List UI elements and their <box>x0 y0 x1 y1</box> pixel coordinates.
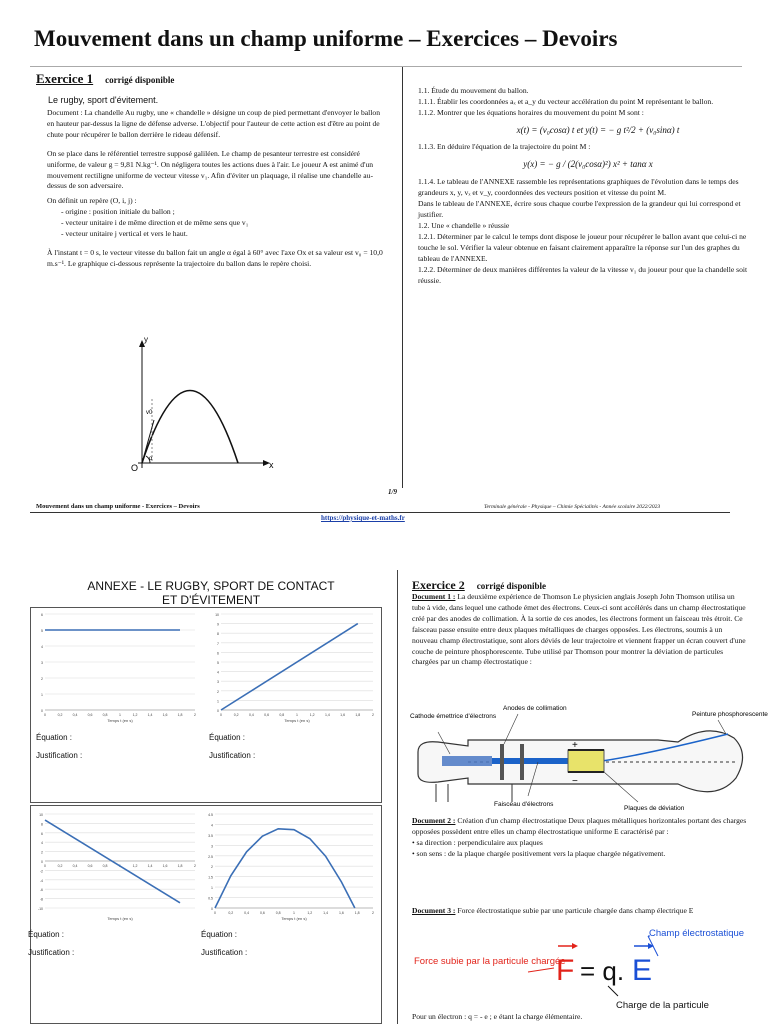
minus-sign: − <box>572 776 578 787</box>
x-tick-label: 0 <box>44 864 46 868</box>
x-tick-label: 1,2 <box>307 911 313 915</box>
x-tick-label: 0,4 <box>248 713 254 717</box>
doc3-text: Force électrostatique subie par une particule chargée dans champ électrique E <box>457 906 694 915</box>
force-symbol: F <box>556 954 575 987</box>
v0-label: v0 <box>146 410 153 416</box>
y-tick-label: 6 <box>41 831 43 836</box>
force-diagram <box>408 924 760 1016</box>
y-tick-label: 3.5 <box>208 833 213 838</box>
x-tick-label: 1,2 <box>132 713 138 717</box>
x-axis-label: Temps t (en s) <box>284 718 310 723</box>
y-tick-label: 3 <box>217 680 219 685</box>
x-tick-label: 1 <box>119 864 121 868</box>
x-tick-label: 0,4 <box>72 713 78 717</box>
column-divider <box>402 66 403 488</box>
x-tick-label: 1,4 <box>147 864 153 868</box>
annexe-chart-3 <box>31 806 201 926</box>
x-tick-label: 1,6 <box>162 713 168 717</box>
charge-label: Charge de la particule <box>616 1000 709 1011</box>
plus-sign: + <box>572 740 578 751</box>
x-tick-label: 0,8 <box>102 864 108 868</box>
x-tick-label: 0 <box>214 911 216 915</box>
x-tick-label: 2 <box>194 864 196 868</box>
force-pointer <box>528 968 554 972</box>
equation-label-2: Équation : <box>209 733 246 742</box>
paragraph: On se place dans le référentiel terrestre supposé galiléen. Le champ de pesanteur terrestre est considéré uniforme, de valeur g = 9,81 N.kg⁻¹. On négligera toutes les actions dues à l'air. Le joueur A est animé d'un mouvement rectiligne uniforme de vecteur vitesse v₁. Afin d'éviter un plaquage, il réalise une chandelle au-dessus de son adversaire. <box>47 148 374 191</box>
x-tick-label: 0,8 <box>279 713 285 717</box>
exercise-1-number: Exercice 1 <box>36 71 94 86</box>
x-tick-label: 1,8 <box>177 864 183 868</box>
series-line <box>221 624 358 710</box>
annexe-chart-1 <box>31 608 201 730</box>
y-tick-label: -4 <box>39 878 43 883</box>
document-1 <box>412 592 748 668</box>
field-symbol: E <box>632 954 653 987</box>
y-tick-label: 5 <box>217 661 219 665</box>
peinture-label: Peinture phosphorescente <box>692 711 768 718</box>
y-tick-label: 2.5 <box>208 854 213 859</box>
doc3-label: Document 3 : <box>412 906 456 915</box>
y-tick-label: 4 <box>41 645 43 649</box>
x-tick-label: 1,8 <box>354 911 360 915</box>
question: 1.1. Étude du mouvement du ballon. <box>418 86 529 95</box>
y-tick-label: 6 <box>217 651 219 656</box>
y-tick-label: 0 <box>211 907 213 911</box>
x-tick-label: 2 <box>372 911 374 915</box>
anode-1 <box>500 744 504 780</box>
x-tick-label: 1,2 <box>132 864 138 868</box>
exercise-1-questions <box>418 86 748 287</box>
paragraph: À l'instant t = 0 s, le vecteur vitesse du ballon fait un angle α égal à 60° avec l'axe Ox et sa valeur est v₀ = 10,0 m.s⁻¹. Le graphique ci-dessous représente la trajectoire du ballon dans le repère choisi. <box>47 247 383 268</box>
cathode-label <box>410 713 497 720</box>
justification-label-2: Justification : <box>209 751 256 760</box>
y-tick-label: 3 <box>211 844 213 849</box>
faisceau-label: Faisceau d'électrons <box>494 801 554 808</box>
x-tick-label: 0,4 <box>244 911 250 915</box>
page-title: Mouvement dans un champ uniforme – Exercices – Devoirs <box>34 26 618 51</box>
x-tick-label: 0,6 <box>264 713 270 717</box>
x-tick-label: 0,8 <box>275 911 281 915</box>
y-tick-label: 8 <box>217 632 219 637</box>
x-tick-label: 1 <box>293 911 295 915</box>
x-tick-label: 2 <box>194 713 196 717</box>
x-tick-label: 1,4 <box>324 713 330 717</box>
series-line <box>215 829 355 908</box>
equals-q: = q. <box>580 956 625 986</box>
x-tick-label: 0,2 <box>57 864 63 868</box>
y-tick-label: -6 <box>39 888 43 893</box>
column-divider-bottom <box>397 570 398 1024</box>
x-tick-label: 0,8 <box>102 713 108 717</box>
electron-note: Pour un électron : q = - e ; e étant la charge élémentaire. <box>412 1012 583 1021</box>
x-tick-label: 0 <box>44 713 46 717</box>
y-tick-label: 4 <box>211 823 213 828</box>
trajectory-curve <box>142 391 238 464</box>
cathode-region <box>442 756 492 766</box>
list-item: - vecteur unitaire i de même direction et de même sens que v₁ <box>61 218 249 228</box>
question: 1.2.1. Déterminer par le calcul le temps dont dispose le joueur pour récupérer le ballon avant que celui-ci ne touche le sol. Vérifier la valeur obtenue en faisant clairement apparaître la réponse sur l'un des graphes du tableau de l'ANNEXE. <box>418 231 747 263</box>
paragraph: Document : La chandelle Au rugby, une « chandelle » désigne un coup de pied permettant d'envoyer le ballon en hauteur par-dessus la ligne de défense adverse. L'objectif pour l'auteur de cette action est d'être au point de chute pour récupérer le ballon derrière le rideau défensif. <box>47 108 380 139</box>
site-link[interactable]: https://physique-et-maths.fr <box>321 514 405 522</box>
doc2-bullet: • son sens : de la plaque chargée positivement vers la plaque chargée négativement. <box>412 848 666 858</box>
y-tick-label: 2 <box>41 850 43 855</box>
x-tick-label: 0,2 <box>233 713 239 717</box>
annexe-title: ANNEXE - LE RUGBY, SPORT DE CONTACT ET D'ÉVITEMENT <box>87 579 335 607</box>
y-tick-label: 0 <box>217 709 219 713</box>
list-item: - origine : position initiale du ballon ; <box>61 207 175 217</box>
doc2-label: Document 2 : <box>412 816 456 825</box>
x-axis-label: Temps t (en s) <box>107 916 133 921</box>
y-tick-label: 2 <box>217 689 219 694</box>
thomson-tube-diagram <box>408 704 768 814</box>
exercise-1-text <box>47 108 387 270</box>
x-tick-label: 2 <box>372 713 374 717</box>
question: 1.2.2. Déterminer de deux manières différentes la valeur de la vitesse v₁ du joueur pour que la chandelle soit réussie. <box>418 264 748 285</box>
justification-label-1: Justification : <box>36 751 83 760</box>
x-tick-label: 0 <box>220 713 222 717</box>
cathode-label-text: Cathode émettrice d'électrons <box>410 713 497 720</box>
footer-right: Terminale générale - Physique – Chimie Spécialités - Année scolaire 2022/2023 <box>484 504 661 510</box>
x-tick-label: 1,8 <box>355 713 361 717</box>
x-tick-label: 1,6 <box>338 911 344 915</box>
y-tick-label: 0 <box>41 709 43 713</box>
alpha-label: α <box>149 456 153 462</box>
y-tick-label: 6 <box>41 613 43 617</box>
page-number: 1/9 <box>388 488 397 496</box>
x-tick-label: 1 <box>119 713 121 717</box>
x-axis-label: x <box>269 460 274 470</box>
anode-2 <box>520 744 524 780</box>
question: 1.1.4. Le tableau de l'ANNEXE rassemble les représentations graphiques de l'évolution dans le temps des grandeurs x, y, vₓ et v_y, coordonnées des vecteurs position et vitesse du point M. <box>418 177 739 198</box>
annexe-chart-2 <box>205 608 379 730</box>
x-tick-label: 1,6 <box>340 713 346 717</box>
x-axis-label: Temps t (en s) <box>281 916 307 921</box>
x-axis-label: Temps t (en s) <box>107 718 133 723</box>
question: 1.1.2. Montrer que les équations horaires du mouvement du point M sont : <box>418 107 644 117</box>
y-tick-label: 2 <box>211 865 213 870</box>
y-tick-label: 1 <box>217 699 219 704</box>
y-tick-label: 10 <box>39 813 43 817</box>
x-tick-label: 0,2 <box>228 911 234 915</box>
x-tick-label: 0,2 <box>57 713 63 717</box>
x-tick-label: 1,4 <box>323 911 329 915</box>
x-tick-label: 1,4 <box>147 713 153 717</box>
x-tick-label: 0,6 <box>87 713 93 717</box>
equation-label-3: Équation : <box>28 930 65 939</box>
doc2-bullet: • sa direction : perpendiculaire aux plaques <box>412 837 543 847</box>
y-tick-label: -8 <box>39 897 43 902</box>
equation-label-1: Équation : <box>36 733 73 742</box>
deviation-plates <box>568 750 604 772</box>
list-item: - vecteur unitaire j vertical et vers le haut. <box>61 229 188 239</box>
y-tick-label: 3 <box>41 661 43 665</box>
question: 1.1.1. Établir les coordonnées aₓ et a_y du vecteur accélération du point M représentant le ballon. <box>418 96 714 106</box>
y-tick-label: 4 <box>41 841 43 846</box>
y-tick-label: 1 <box>211 886 213 891</box>
origin-label: O <box>131 463 139 473</box>
y-tick-label: -2 <box>39 869 43 874</box>
equation-label-4: Équation : <box>201 930 238 939</box>
doc1-text: La deuxième expérience de Thomson Le physicien anglais Joseph John Thomson utilisa un tube à vide, dans lequel une cathode émet des électrons. Ceux-ci sont accélérés dans un champ électrostatique créé par des anodes de collimation. À la sortie de ces anodes, les électrons forment un faisceau très étroit. Ce faisceau passe ensuite entre deux plaques métalliques de charges opposées. Les électrons, soumis à un nouveau champ électrostatique, sont alors déviés de leur trajectoire et viennent frapper un écran couvert d'une couche de peinture phosphorescente. Tube utilisé par Thomson pour montrer la déviation de particules chargées par un champ électrostatique : <box>412 592 746 667</box>
y-tick-label: 4 <box>217 670 219 675</box>
force-label: Force subie par la particule chargée <box>414 956 566 967</box>
annexe-chart-4 <box>199 806 379 926</box>
exercise-1-heading <box>36 70 174 88</box>
x-tick-label: 0,6 <box>259 911 265 915</box>
x-tick-label: 1,6 <box>162 864 168 868</box>
y-tick-label: 8 <box>41 822 43 827</box>
question: 1.2. Une « chandelle » réussie <box>418 221 510 231</box>
footer-rule <box>30 512 730 513</box>
y-tick-label: 5 <box>41 629 43 633</box>
x-tick-label: 0,6 <box>87 864 93 868</box>
x-tick-label: 1,2 <box>309 713 315 717</box>
y-axis-label: y <box>144 335 148 344</box>
trajectory-graph <box>128 336 288 476</box>
y-tick-label: 0 <box>41 860 43 864</box>
champ-label: Champ électrostatique <box>649 928 745 939</box>
y-tick-label: 1 <box>41 693 43 697</box>
y-tick-label: 2 <box>41 677 43 681</box>
y-tick-label: 4.5 <box>208 813 213 817</box>
corrige-label: corrigé disponible <box>105 75 175 85</box>
document-3 <box>412 906 748 917</box>
charge-pointer <box>608 986 618 996</box>
y-tick-label: 10 <box>215 613 219 617</box>
top-rule <box>30 66 742 67</box>
doc1-label: Document 1 : <box>412 592 456 601</box>
anodes-label: Anodes de collimation <box>503 705 567 712</box>
paragraph: On définit un repère (O, i, j) : <box>47 196 137 206</box>
force-arrowhead <box>572 943 578 949</box>
equation-trajectoire: y(x) = − g / (2(v₀cosα)²) x² + tanα x <box>523 158 653 169</box>
x-tick-label: 1 <box>296 713 298 717</box>
y-tick-label: 1.5 <box>208 875 213 880</box>
justification-label-4: Justification : <box>201 948 248 957</box>
justification-label-3: Justification : <box>28 948 75 957</box>
question: Dans le tableau de l'ANNEXE, écrire sous chaque courbe l'expression de la grandeur qui lui correspond et justifier. <box>418 199 741 220</box>
exercise-1-subtitle: Le rugby, sport d'évitement. <box>48 95 159 105</box>
equation-horaires: x(t) = (v₀cosα) t et y(t) = − g t²/2 + (v₀sinα) t <box>516 124 680 135</box>
plaques-label: Plaques de déviation <box>624 805 685 812</box>
y-tick-label: 9 <box>217 622 219 627</box>
question: 1.1.3. En déduire l'équation de la trajectoire du point M : <box>418 141 591 151</box>
y-tick-label: 7 <box>217 641 219 646</box>
y-tick-label: 0.5 <box>208 896 213 901</box>
corrige-label-2: corrigé disponible <box>476 581 547 591</box>
x-tick-label: 0,4 <box>72 864 78 868</box>
document-2 <box>412 816 748 860</box>
exercise-2-number: Exercice 2 <box>412 578 465 592</box>
footer-left: Mouvement dans un champ uniforme - Exercices – Devoirs <box>36 503 200 510</box>
x-tick-label: 1,8 <box>177 713 183 717</box>
y-tick-label: -10 <box>37 907 43 911</box>
doc2-text: Création d'un champ électrostatique Deux plaques métalliques horizontales portant des charges opposées possèdent entre elles un champ électrostatique uniforme E caractérisé par : <box>412 816 747 836</box>
